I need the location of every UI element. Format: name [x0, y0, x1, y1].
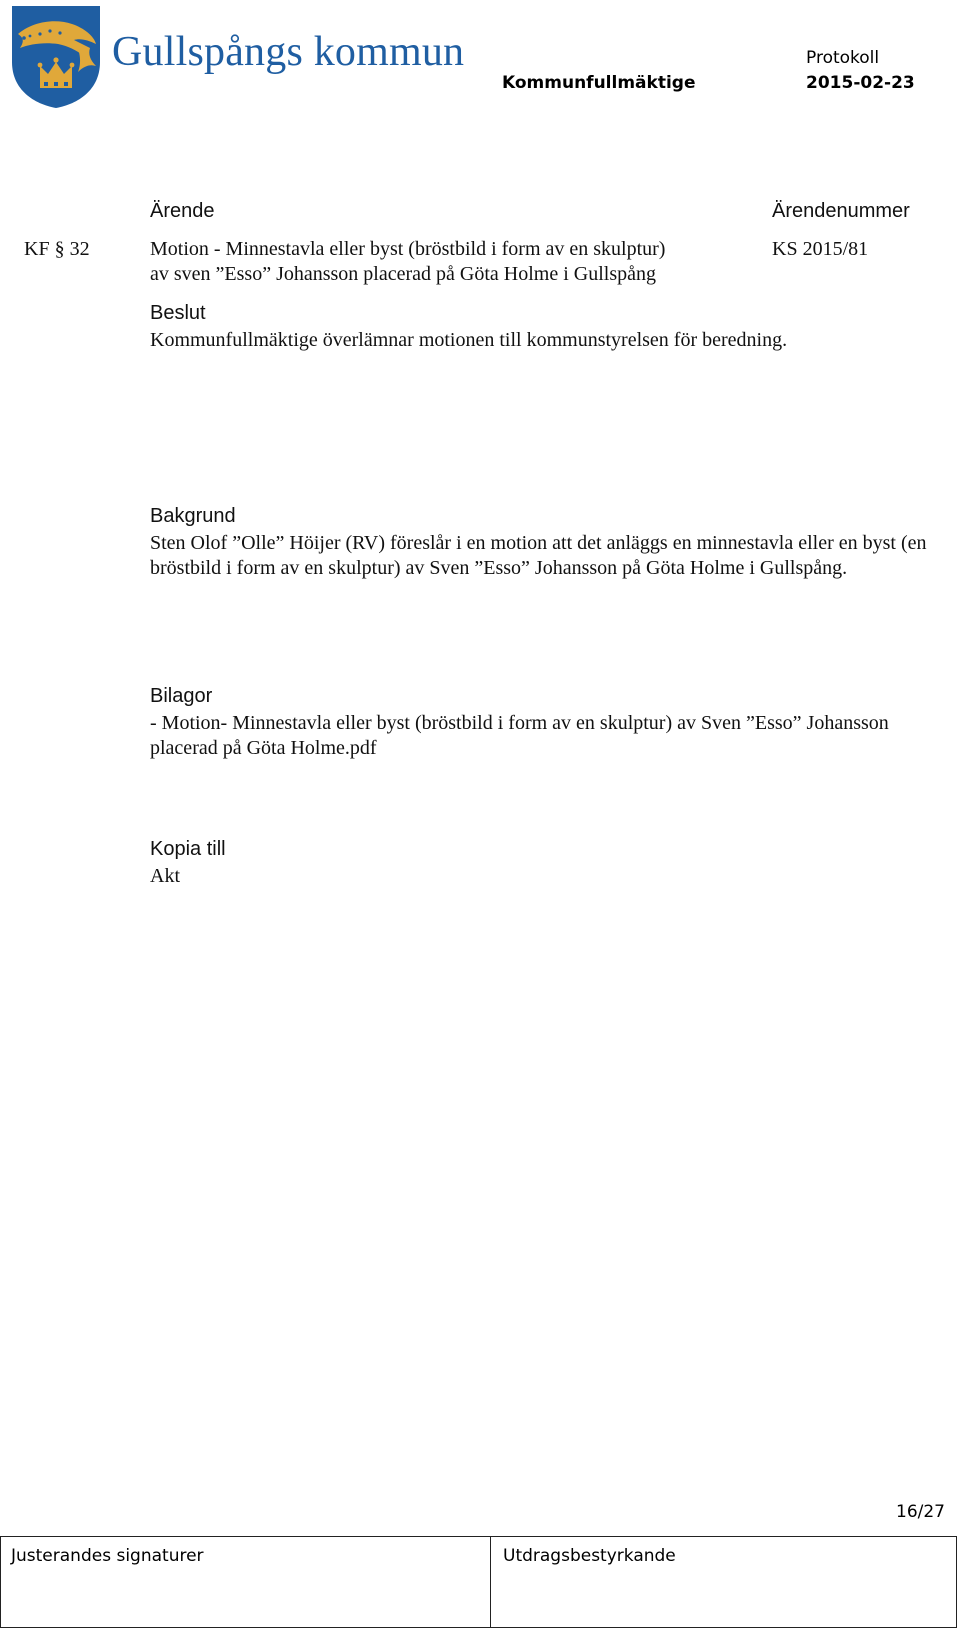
bilagor-attachment: - Motion- Minnestavla eller byst (bröstbild i form av en skulptur) av Sven ”Esso” Johansson placerad på Göta Holme.pdf: [150, 712, 889, 759]
municipality-name: Gullspångs kommun: [112, 29, 465, 75]
item-title-line2: av sven ”Esso” Johansson placerad på Göta Holme i Gullspång: [150, 263, 656, 285]
bakgrund-text: Sten Olof ”Olle” Höijer (RV) föreslår i en motion att det anläggs en minnestavla eller en byst (en bröstbild i form av en skulptur) av Sven ”Esso” Johansson på Göta Holme i Gullspång.: [150, 532, 927, 579]
case-number: KS 2015/81: [772, 238, 869, 260]
item-title-line1: Motion - Minnestavla eller byst (bröstbild i form av en skulptur): [150, 238, 666, 260]
signature-table: [0, 1536, 957, 1628]
beslut-text: Kommunfullmäktige överlämnar motionen till kommunstyrelsen för beredning.: [150, 329, 788, 351]
kopia-till-heading: Kopia till: [150, 838, 226, 860]
coat-of-arms-logo-icon: [10, 4, 102, 108]
bilagor-heading: Bilagor: [150, 685, 213, 707]
utdragsbestyrkande-label: Utdragsbestyrkande: [503, 1546, 676, 1566]
beslut-heading: Beslut: [150, 302, 206, 324]
arende-heading: Ärende: [150, 200, 215, 222]
kopia-till-recipient: Akt: [150, 865, 180, 887]
signature-divider: [490, 1537, 491, 1627]
organ-name: Kommunfullmäktige: [502, 73, 696, 93]
page-number: 16/27: [896, 1502, 945, 1522]
justerandes-signaturer-label: Justerandes signaturer: [11, 1546, 204, 1566]
bakgrund-heading: Bakgrund: [150, 505, 236, 527]
meeting-date: 2015-02-23: [806, 73, 915, 93]
arendenummer-heading: Ärendenummer: [772, 200, 910, 222]
paragraph-number: KF § 32: [24, 238, 90, 260]
document-type: Protokoll: [806, 48, 880, 68]
